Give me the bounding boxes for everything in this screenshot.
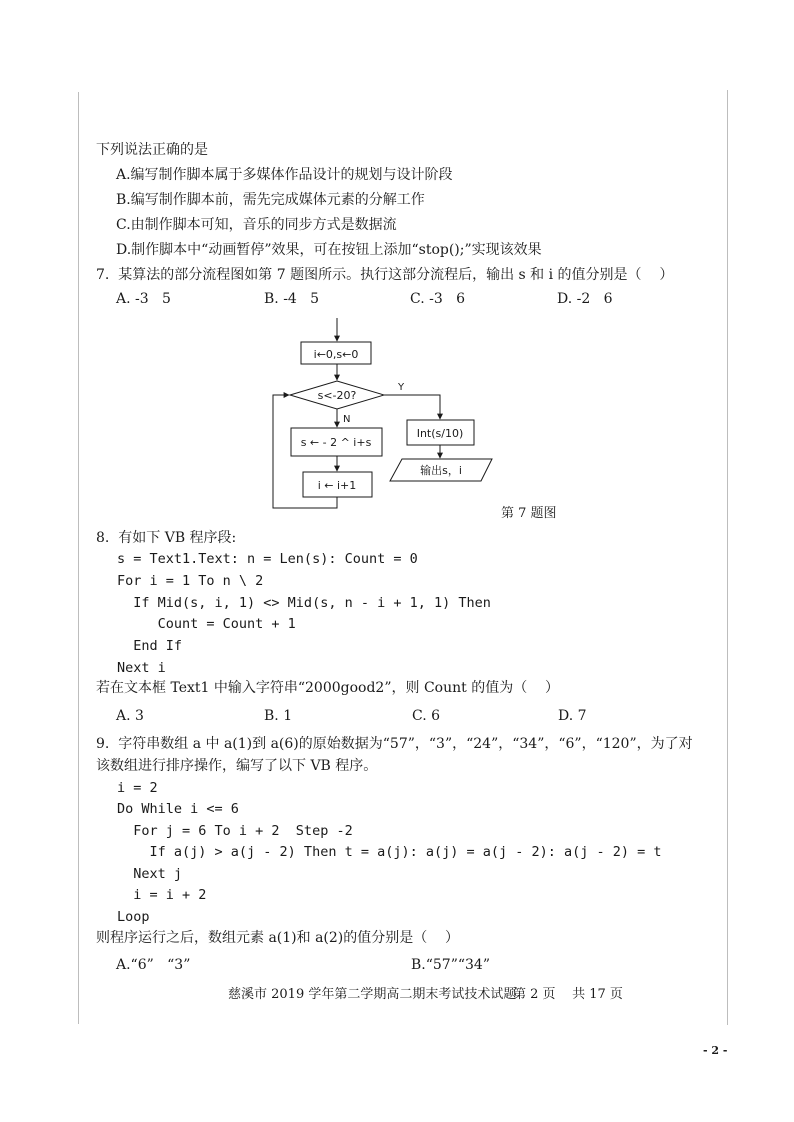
q9-option-b: B.“57”“34”: [411, 957, 490, 973]
footer-page-info: 第 2 页 共 17 页: [513, 987, 623, 1002]
q9-question: 则程序运行之后，数组元素 a(1)和 a(2)的值分别是（ ）: [96, 930, 460, 946]
q8-code-line: Next i: [117, 660, 166, 676]
q9-code-line: i = i + 2: [117, 887, 207, 903]
q9-code-line: For j = 6 To i + 2 Step -2: [117, 823, 353, 839]
flow-int-text: Int(s/10): [416, 427, 464, 440]
q8-code-line: If Mid(s, i, 1) <> Mid(s, n - i + 1, 1) Then: [117, 595, 491, 611]
flow-assign-i-text: i ← i+1: [317, 479, 357, 492]
q8-code-line: Count = Count + 1: [117, 616, 296, 632]
q6-option-c: C.由制作脚本可知，音乐的同步方式是数据流: [116, 217, 397, 233]
flow-assign-s-text: s ← - 2 ^ i+s: [300, 436, 372, 449]
q9-option-a: A.“6” “3”: [116, 957, 191, 973]
q8-code-line: s = Text1.Text: n = Len(s): Count = 0: [117, 551, 418, 567]
q8-option-d: D. 7: [558, 708, 587, 724]
q7-option-c: C. -3 6: [410, 291, 466, 307]
footer-exam-title: 慈溪市 2019 学年第二学期高二期末考试技术试题: [228, 987, 517, 1002]
q7-option-d: D. -2 6: [557, 291, 613, 307]
q6-prompt: 下列说法正确的是: [96, 142, 208, 158]
q9-code-line: If a(j) > a(j - 2) Then t = a(j): a(j) = a(j - 2): a(j - 2) = t: [117, 844, 662, 860]
flow-condition-text: s<-20?: [317, 389, 357, 402]
q8-code-line: End If: [117, 638, 183, 654]
q9-code-line: Next j: [117, 866, 183, 882]
q7-figure-caption: 第 7 题图: [501, 506, 557, 521]
flow-init-text: i←0,s←0: [313, 348, 359, 361]
q8-option-b: B. 1: [264, 708, 293, 724]
q8-code-line: For i = 1 To n \ 2: [117, 573, 264, 589]
q7-option-b: B. -4 5: [264, 291, 320, 307]
page-number: - 2 -: [703, 1044, 728, 1057]
q7-stem: 7. 某算法的部分流程图如第 7 题图所示。执行这部分流程后，输出 s 和 i 的值分别是（ ）: [96, 267, 674, 283]
q8-option-a: A. 3: [116, 708, 144, 724]
flow-yes-label: Y: [398, 382, 405, 393]
q8-question: 若在文本框 Text1 中输入字符串“2000good2”，则 Count 的值为（ ）: [96, 680, 559, 696]
q8-stem: 8. 有如下 VB 程序段:: [96, 530, 237, 546]
flow-output-text: 输出s，i: [420, 464, 462, 477]
q9-code-line: Do While i <= 6: [117, 801, 239, 817]
q9-code-line: i = 2: [117, 780, 158, 796]
q7-option-a: A. -3 5: [116, 291, 171, 307]
q6-option-a: A.编写制作脚本属于多媒体作品设计的规划与设计阶段: [116, 167, 453, 183]
flow-no-label: N: [343, 414, 351, 425]
q9-stem-line2: 该数组进行排序操作，编写了以下 VB 程序。: [96, 758, 378, 774]
q9-stem-line1: 9. 字符串数组 a 中 a(1)到 a(6)的原始数据为“57”，“3”，“24”，“34”，“6”，“120”，为了对: [96, 736, 693, 752]
q8-option-c: C. 6: [412, 708, 441, 724]
q6-option-b: B.编写制作脚本前，需先完成媒体元素的分解工作: [116, 192, 425, 208]
q6-option-d: D.制作脚本中“动画暂停”效果，可在按钮上添加“stop();”实现该效果: [116, 242, 542, 258]
q9-code-line: Loop: [117, 909, 150, 925]
